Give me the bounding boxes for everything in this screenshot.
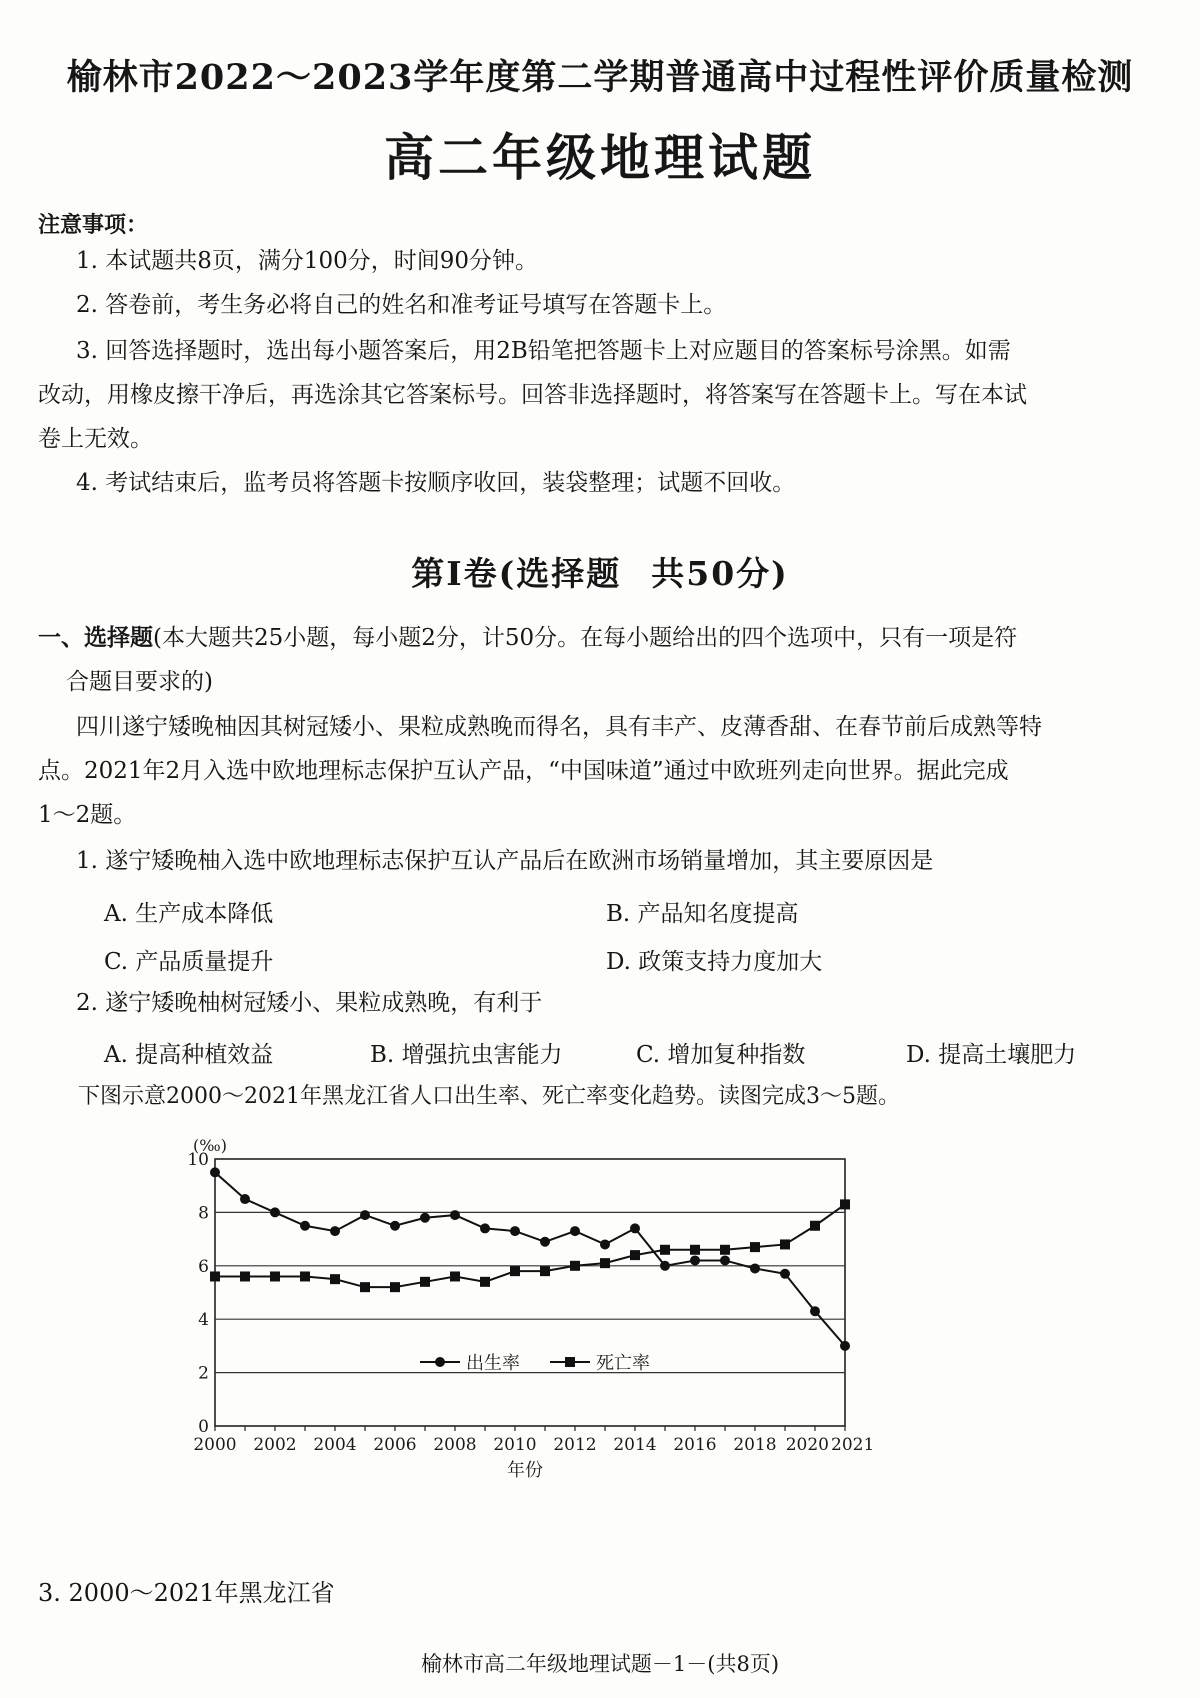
q1-option-c[interactable]: C. 产品质量提升 [104, 949, 274, 975]
y-axis-unit: (‰) [193, 1136, 227, 1155]
birth-rate-point-2004 [330, 1226, 340, 1236]
plot-frame [215, 1159, 845, 1426]
x-axis-label: 年份 [507, 1460, 543, 1481]
passage-2: 下图示意2000～2021年黑龙江省人口出生率、死亡率变化趋势。读图完成3～5题。 [78, 1084, 900, 1109]
birth-rate-point-2014 [630, 1223, 640, 1233]
x-tick-label-2018: 2018 [733, 1435, 777, 1455]
birth-rate-point-2018 [750, 1263, 760, 1273]
exam-title: 高二年级地理试题 [384, 128, 816, 187]
y-tick-label-2: 2 [198, 1363, 209, 1384]
birth-rate-point-2003 [300, 1221, 310, 1231]
death-rate-point-2017 [720, 1245, 730, 1255]
death-rate-point-2010 [510, 1266, 520, 1276]
legend-marker-birth-rate [435, 1357, 445, 1367]
y-tick-label-10: 10 [187, 1150, 209, 1170]
x-tick-label-2008: 2008 [433, 1435, 477, 1455]
x-tick-label-2000: 2000 [193, 1435, 237, 1455]
q2-option-d[interactable]: D. 提高土壤肥力 [906, 1042, 1077, 1068]
birth-rate-point-2010 [510, 1226, 520, 1236]
x-tick-label-2006: 2006 [373, 1435, 417, 1455]
section-desc-line-1 [38, 623, 1017, 653]
q1-option-d[interactable]: D. 政策支持力度加大 [606, 949, 823, 975]
birth-rate-point-2015 [660, 1261, 670, 1271]
section-title-part-1: 第Ⅰ卷(选择题 [411, 554, 622, 593]
birth-rate-point-2021 [840, 1341, 850, 1351]
birth-rate-point-2009 [480, 1223, 490, 1233]
legend-marker-death-rate [565, 1357, 575, 1367]
death-rate-point-2007 [420, 1277, 430, 1287]
x-tick-label-2012: 2012 [553, 1435, 597, 1455]
birth-rate-point-2020 [810, 1306, 820, 1316]
q1-option-a[interactable]: A. 生产成本降低 [104, 901, 274, 927]
q2-option-b[interactable]: B. 增强抗虫害能力 [370, 1042, 563, 1068]
q2-option-a[interactable]: A. 提高种植效益 [104, 1042, 274, 1068]
x-tick-label-2004: 2004 [313, 1435, 357, 1455]
birth-rate-point-2013 [600, 1239, 610, 1249]
q2-stem: 2. 遂宁矮晚柚树冠矮小、果粒成熟晚，有利于 [76, 990, 543, 1016]
x-tick-label-2020: 2020 [785, 1435, 829, 1455]
death-rate-point-2000 [210, 1271, 220, 1281]
death-rate-point-2021 [840, 1199, 850, 1209]
x-tick-label-2021: 2021 [831, 1435, 875, 1455]
birth-rate-point-2007 [420, 1213, 430, 1223]
q2-option-c[interactable]: C. 增加复种指数 [636, 1042, 806, 1068]
section-title-part-2: 共50分) [651, 554, 789, 593]
y-tick-label-4: 4 [198, 1310, 209, 1331]
death-rate-point-2002 [270, 1271, 280, 1281]
birth-rate-point-2008 [450, 1210, 460, 1220]
q1-option-b[interactable]: B. 产品知名度提高 [606, 901, 799, 927]
passage-1-line-3: 1～2题。 [38, 802, 137, 828]
q1-stem: 1. 遂宁矮晚柚入选中欧地理标志保护互认产品后在欧洲市场销量增加，其主要原因是 [76, 848, 934, 874]
y-tick-label-6: 6 [198, 1256, 209, 1277]
x-tick-label-2014: 2014 [613, 1435, 657, 1455]
death-rate-point-2013 [600, 1258, 610, 1268]
notice-item-4: 4. 考试结束后，监考员将答题卡按顺序收回，装袋整理；试题不回收。 [76, 470, 796, 496]
death-rate-point-2018 [750, 1242, 760, 1252]
series-line-birth-rate [215, 1172, 845, 1346]
page-footer: 榆林市高二年级地理试题－1－(共8页) [420, 1652, 780, 1676]
death-rate-point-2012 [570, 1261, 580, 1271]
passage-1-line-2: 点。2021年2月入选中欧地理标志保护互认产品，“中国味道”通过中欧班列走向世界。据此完成 [38, 758, 1009, 784]
legend-label-birth-rate: 出生率 [466, 1353, 520, 1374]
death-rate-point-2004 [330, 1274, 340, 1284]
death-rate-point-2019 [780, 1239, 790, 1249]
death-rate-point-2011 [540, 1266, 550, 1276]
notice-item-2: 2. 答卷前，考生务必将自己的姓名和准考证号填写在答题卡上。 [76, 292, 727, 318]
section-heading: 一、选择题 [38, 624, 153, 651]
x-tick-label-2016: 2016 [673, 1435, 717, 1455]
notice-heading: 注意事项： [38, 212, 149, 238]
birth-rate-point-2016 [690, 1255, 700, 1265]
notice-item-3-line-1: 3. 回答选择题时，选出每小题答案后，用2B铅笔把答题卡上对应题目的答案标号涂黑。如需 [76, 338, 1011, 364]
birth-rate-point-2006 [390, 1221, 400, 1231]
passage-1-line-1: 四川遂宁矮晚柚因其树冠矮小、果粒成熟晚而得名，具有丰产、皮薄香甜、在春节前后成熟等特 [76, 714, 1042, 740]
death-rate-point-2001 [240, 1271, 250, 1281]
death-rate-point-2003 [300, 1271, 310, 1281]
death-rate-point-2015 [660, 1245, 670, 1255]
q3-stem: 3. 2000～2021年黑龙江省 [38, 1579, 335, 1607]
notice-item-3-line-2: 改动，用橡皮擦干净后，再选涂其它答案标号。回答非选择题时，将答案写在答题卡上。写在本试 [38, 382, 1027, 408]
birth-rate-point-2019 [780, 1269, 790, 1279]
y-tick-label-8: 8 [198, 1203, 209, 1224]
x-tick-label-2002: 2002 [253, 1435, 297, 1455]
birth-rate-point-2005 [360, 1210, 370, 1220]
section-desc: (本大题共25小题，每小题2分，计50分。在每小题给出的四个选项中，只有一项是符 [153, 625, 1018, 651]
birth-rate-point-2017 [720, 1255, 730, 1265]
legend-label-death-rate: 死亡率 [596, 1353, 650, 1374]
death-rate-point-2020 [810, 1221, 820, 1231]
birth-rate-point-2000 [210, 1167, 220, 1177]
x-tick-label-2010: 2010 [493, 1435, 537, 1455]
birth-rate-point-2001 [240, 1194, 250, 1204]
section-title [0, 548, 1200, 595]
notice-item-1: 1. 本试题共8页，满分100分，时间90分钟。 [76, 248, 539, 274]
death-rate-point-2005 [360, 1282, 370, 1292]
birth-rate-point-2012 [570, 1226, 580, 1236]
notice-item-3-line-3: 卷上无效。 [38, 426, 153, 452]
exam-subtitle: 榆林市2022～2023学年度第二学期普通高中过程性评价质量检测 [66, 57, 1134, 98]
death-rate-point-2009 [480, 1277, 490, 1287]
y-tick-label-0: 0 [198, 1417, 209, 1437]
birth-death-rate-chart [170, 1128, 970, 1528]
death-rate-point-2014 [630, 1250, 640, 1260]
section-desc-line-2: 合题目要求的) [66, 669, 213, 695]
death-rate-point-2006 [390, 1282, 400, 1292]
birth-rate-point-2002 [270, 1207, 280, 1217]
birth-rate-point-2011 [540, 1237, 550, 1247]
death-rate-point-2016 [690, 1245, 700, 1255]
death-rate-point-2008 [450, 1271, 460, 1281]
